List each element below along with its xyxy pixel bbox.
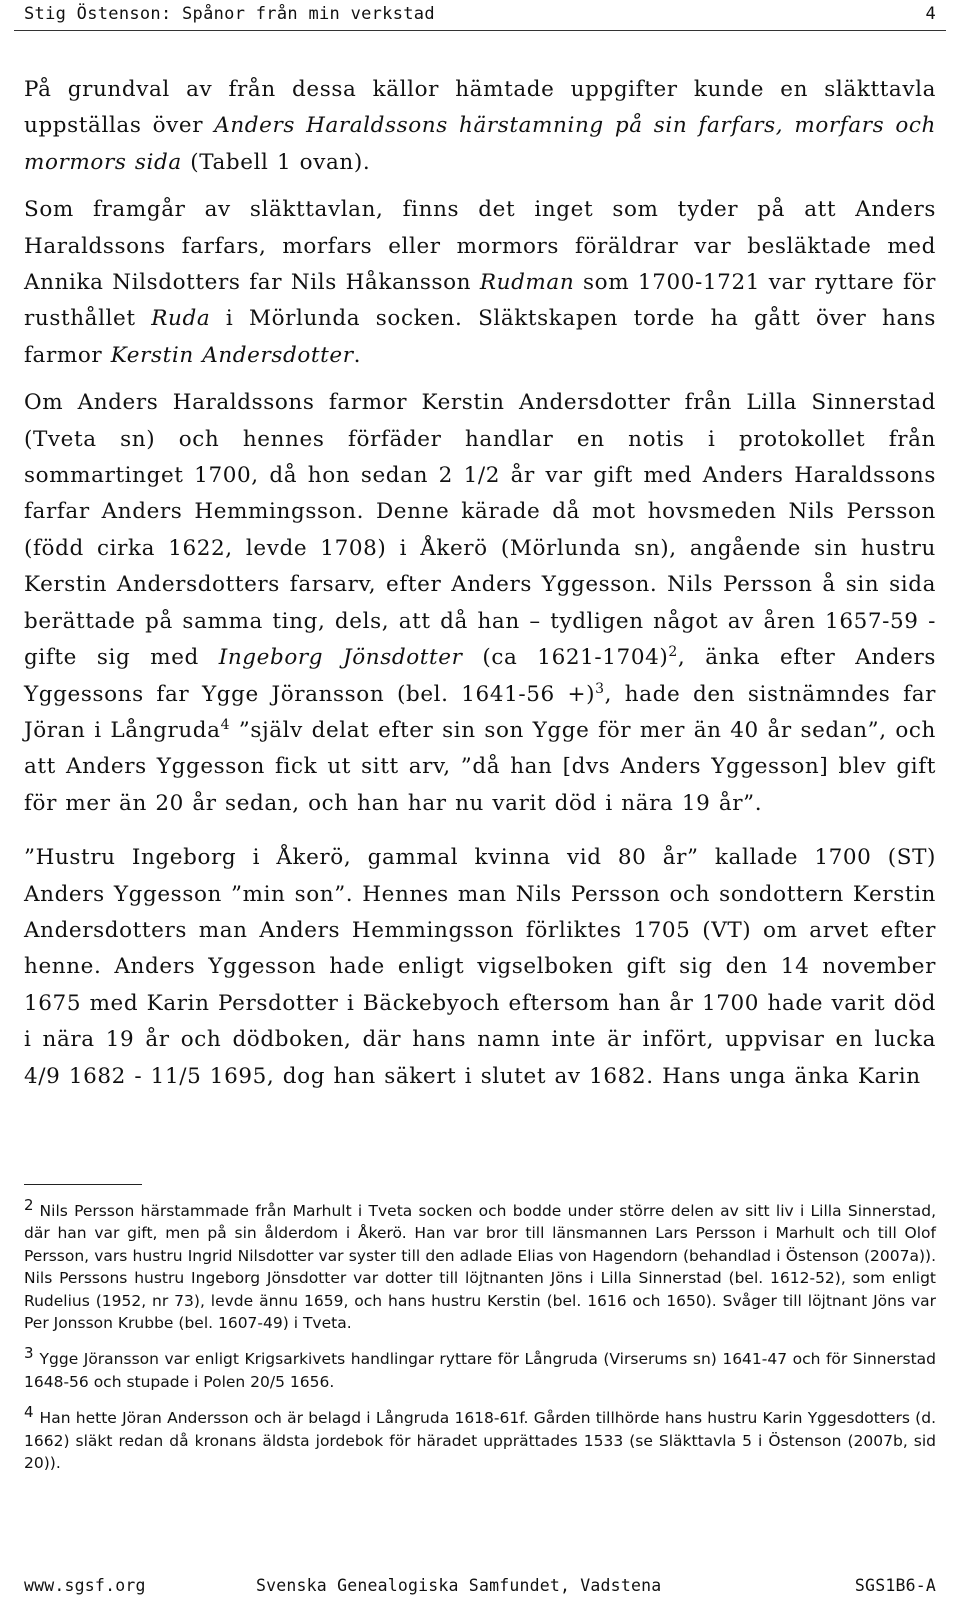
paragraph-1-text-a: På grundval av från dessa källor hämtade uppgifter kunde en släkttavla uppställas över xyxy=(24,77,936,139)
footnote-3 xyxy=(24,1344,936,1393)
page-number: 4 xyxy=(925,4,936,24)
footer-document-id: SGS1B6-A xyxy=(854,1576,936,1595)
paragraph-3-italic-ingeborg: Ingeborg Jönsdotter xyxy=(218,645,463,671)
paragraph-1 xyxy=(24,72,936,181)
footnote-4-mark: 4 xyxy=(24,1403,34,1422)
paragraph-2-text-b: som 1700-1721 var ryttare för rusthållet xyxy=(24,270,936,332)
paragraph-2 xyxy=(24,192,936,374)
paragraph-2-text-c: i Mörlunda socken. Släktskapen torde ha gått över hans farmor xyxy=(24,306,937,368)
paragraph-3-text-d: , hade den sistnämndes far Jöran i Långruda xyxy=(24,681,936,743)
paragraph-3-text-b: (ca 1621-1704) xyxy=(462,645,669,671)
page-header xyxy=(14,0,946,31)
paragraph-3-text-a: Om Anders Haraldssons farmor Kerstin Andersdotter från Lilla Sinnerstad (Tveta sn) och hennes förfäder handlar en notis i protokollet från sommartinget 1700, då hon sedan 2 1/2 år var gift med Anders Haraldssons farfar Anders Hemmingsson. Denne kärade då mot hovsmeden Nils Persson (född cirka 1622, levde 1708) i Åkerö (Mörlunda sn), angående sin hustru Kerstin Andersdotters farsarv, efter Anders Yggesson. Nils Persson å sin sida berättade på samma ting, dels, att då han – tydligen något av åren 1657-59 - gifte sig med xyxy=(24,390,936,671)
footer-publisher: Svenska Genealogiska Samfundet, Vadstena xyxy=(256,1576,662,1595)
footer-website-link[interactable]: www.sgsf.org xyxy=(24,1576,146,1595)
footnote-2-text: Nils Persson härstammade från Marhult i Tveta socken och bodde under större delen av sitt liv i Lilla Sinnerstad, där han var gift, men på sin ålderdom i Åkerö. Han var bror till länsmannen Lars Persson i Marhult och till Olof Persson, vars hustru Ingrid Nilsdotter var syster till den adlade Elias von Hagendorn (behandlad i Östenson (2007a)). Nils Perssons hustru Ingeborg Jönsdotter var dotter till löjtnanten Jöns i Lilla Sinnerstad (bel. 1612-52), som enligt Rudelius (1952, nr 73), levde ännu 1659, och hans hustru Kerstin (bel. 1616 och 1650). Svåger till löjtnant Jöns var Per Jonsson Krubbe (bel. 1607-49) i Tveta. xyxy=(24,1202,936,1333)
footnotes xyxy=(24,1196,936,1488)
footnote-ref-3[interactable]: 3 xyxy=(595,680,605,697)
paragraph-2-italic-kerstin: Kerstin Andersdotter xyxy=(110,342,354,368)
paragraph-1-italic: Anders Haraldssons härstamning på sin farfars, morfars och mormors sida xyxy=(24,113,937,175)
footnote-2-mark: 2 xyxy=(24,1196,34,1214)
paragraph-2-text-d: . xyxy=(353,342,362,368)
header-title: Stig Östenson: Spånor från min verkstad xyxy=(24,4,435,24)
paragraph-2-text-a: Som framgår av släkttavlan, finns det inget som tyder på att Anders Haraldssons farfars, morfars eller mormors föräldrar var besläktade med Annika Nilsdotters far Nils Håkansson xyxy=(24,197,936,296)
main-text xyxy=(24,72,936,1106)
footnote-ref-2[interactable]: 2 xyxy=(668,644,678,661)
footnote-4-text: Han hette Jöran Andersson och är belagd i Långruda 1618-61f. Gården tillhörde hans hustru Karin Yggesdotters (d. 1662) släkt redan då kronans äldsta jordebok för häradet upprättades 1533 (se Släkttavla 5 i Östenson (2007b, sid 20)). xyxy=(24,1409,936,1473)
paragraph-1-text-b: (Tabell 1 ovan). xyxy=(181,149,371,175)
paragraph-3 xyxy=(24,385,936,822)
page-footer xyxy=(24,1572,936,1602)
paragraph-3-text-c: , änka efter Anders Yggessons far Ygge Jöransson (bel. 1641-56 +) xyxy=(24,645,936,707)
footnote-4 xyxy=(24,1403,936,1474)
paragraph-2-italic-ruda: Ruda xyxy=(151,306,211,332)
footnote-separator xyxy=(24,1184,142,1185)
footnote-3-text: Ygge Jöransson var enligt Krigsarkivets handlingar ryttare för Långruda (Virserums sn) 1641-47 och för Sinnerstad 1648-56 och stupade i Polen 20/5 1656. xyxy=(24,1350,936,1391)
paragraph-2-italic-rudman: Rudman xyxy=(479,270,575,296)
footnote-3-mark: 3 xyxy=(24,1344,34,1363)
paragraph-3-text-e: ”själv delat efter sin son Ygge för mer än 40 år sedan”, och att Anders Yggesson fick ut sitt arv, ”då han [dvs Anders Yggesson] blev gift för mer än 20 år sedan, och han har nu varit död i nära 19 år”. xyxy=(24,717,936,816)
footnote-2 xyxy=(24,1196,936,1334)
footnote-ref-4[interactable]: 4 xyxy=(220,716,231,733)
paragraph-4: ”Hustru Ingeborg i Åkerö, gammal kvinna vid 80 år” kallade 1700 (ST) Anders Yggesson ”min son”. Hennes man Nils Persson och sondottern Kerstin Andersdotters man Anders Hemmingsson förliktes 1705 (VT) om arvet efter henne. Anders Yggesson hade enligt vigselboken gift sig den 14 november 1675 med Karin Persdotter i Bäckebyoch eftersom han år 1700 hade varit död i nära 19 år och dödboken, där hans namn inte är infört, uppvisar en lucka 4/9 1682 - 11/5 1695, dog han säkert i slutet av 1682. Hans unga änka Karin xyxy=(24,845,936,1089)
